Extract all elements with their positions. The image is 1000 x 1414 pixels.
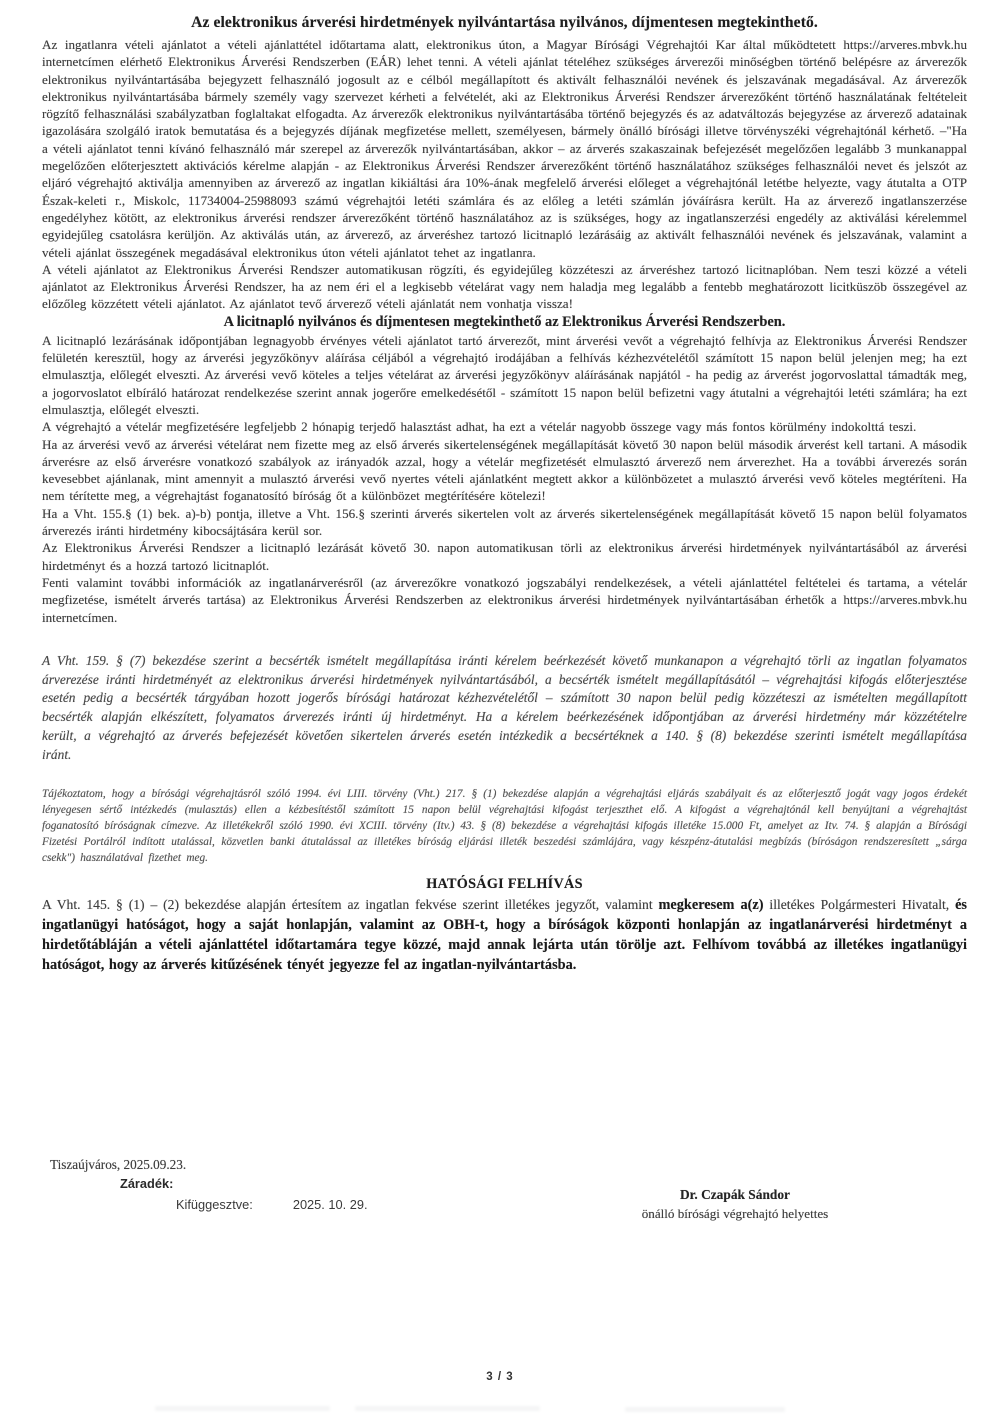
scan-artifact bbox=[355, 1406, 540, 1411]
paragraph-payment-deferral: A végrehajtó a vételár megfizetésére legfeljebb 2 hónapig terjedő halasztást adhat, ha ezt a vételár nagyobb összege vagy más fontos körülmény indokolttá teszi. bbox=[42, 419, 917, 435]
paragraph-vht-159: A Vht. 159. § (7) bekezdése szerint a becsérték ismételt megállapítása iránti kérelem beérkezését követő munkanapon a végrehajtó törli az ingatlan folyamatos árverezése iránti hirdetményét az elektronikus árverési hirdetmények nyilvántartásából, a becsérték ismételt megállapításától – végrehajtási kifogás előterjesztése esetén pedig a becsérték tárgyában hozott jogerős bírósági határozat kézhezvételétől – számított 30 napon belül pedig közzéteszi az ismételten megállapított becsérték alapján elkészített, folyamatos árverezés iránti új hirdetményt. Ha a kérelem beérkezésének időpontjában az árverési hirdetmény már közzétételre került, a végrehajtó az árverés befejezését követően sikertelen árverés esetén intézkedik a becsértéknek a 140. § (8) bekezdése szerinti ismételt megállapítása iránt. bbox=[42, 652, 967, 762]
authority-notice-bold-1: megkeresem a(z) bbox=[658, 896, 764, 913]
kifuggesztve-date: 2025. 10. 29. bbox=[292, 1197, 368, 1212]
authority-notice-regular-1: A Vht. 145. § (1) – (2) bekezdése alapján értesítem az ingatlan fekvése szerint illetékes jegyzőt, valamint bbox=[42, 896, 659, 912]
document-title bbox=[42, 14, 967, 32]
signer-title: önálló bírósági végrehajtó helyettes bbox=[641, 1206, 829, 1221]
paragraph-failed-auction: Ha a Vht. 155.§ (1) bek. a)-b) pontja, illetve a Vht. 156.§ szerinti árverés sikertelen volt az árverés sikertelenségének megállapítását követő 15 napon belül folyamatos árverezés iránti hirdetmény kibocsájtására kerül sor. bbox=[42, 505, 967, 539]
posting-row bbox=[176, 1197, 368, 1212]
paragraph-legal-remedy-notice: Tájékoztatom, hogy a bírósági végrehajtásról szóló 1994. évi LIII. törvény (Vht.) 217. § (1) bekezdése alapján a végrehajtási eljárás szabályait és az előterjesztő jogát vagy jogos érdekét lényegesen sértő intézkedés (mulasztás) ellen a kézbesítéstől számított 15 napon belül végrehajtási kifogást terjeszthet elő. A kifogást a végrehajtónál kell benyújtani a végrehajtást foganatosító bíróságnak címezve. Az illetékekről szóló 1990. évi XCIII. törvény (Itv.) 43. § (8) bekezdése a végrehajtási kifogás illetéke 15.000 Ft, amelyet az Itv. 74. § alapján a Bírósági Fizetési Portálról indított utalással, közvetlen banki átutalással az illetékes bíróság eljárási illeték beszedési számlájára, vagy készpénz-átutalási megbízás (bíróságon rendszeresített „sárga csekk") használatával fizethet meg. bbox=[42, 787, 967, 865]
authority-notice-regular-2: illetékes Polgármesteri Hivatalt, bbox=[763, 896, 956, 912]
page-number: 3 / 3 bbox=[486, 1371, 514, 1383]
paragraph-second-auction: Ha az árverési vevő az árverési vételárat nem fizette meg az első árverés sikertelenségének megállapítását követő 30 napon belül második árverést kell tartani. A második árverésre az első árverésre vonatkozó szabályok az irányadók azzal, hogy a vételár megfizetését elmulasztó árverező nem árverezhet. Ha a további árverezés során kevesebbet ajánlanak, mint amennyit a mulasztó árverési vevő nyertes vételi ajánlatként megtett akkor a különbözetet a mulasztó árverési vevő köteles megtéríteni. Ha nem térítette meg, a végrehajtást foganatosító bíróság őt a különbözet megtérítésére kötelezi! bbox=[42, 436, 967, 504]
paragraph-bid-registration: A vételi ajánlatot az Elektronikus Árverési Rendszer automatikusan rögzíti, és egyidejűleg közzéteszi az árveréshez tartozó licitnaplóban. Nem teszi közzé a vételi ajánlatot az Elektronikus Árverési Rendszer, ha az nem éri el a legkisebb vételárat vagy nem haladja meg legalább a fentebb meghatározott licitküszöb összegével az előzőleg közzétett vételi ajánlatot. Az ajánlatot tevő árverező vételi ajánlatát nem vonhatja vissza! bbox=[42, 261, 967, 312]
zaradek-label: Záradék: bbox=[120, 1176, 174, 1191]
paragraph-further-info: Fenti valamint további információk az ingatlanárverésről (az árverezőkre vonatkozó jogszabályi rendelkezések, a vételi ajánlattétel feltételei és tartama, a vételár megfizetése, ismételt árverés tartása) az Elektronikus Árverési Rendszerben az elektronikus árverési hirdetmények nyilvántartásában érhetők a https://arveres.mbvk.hu internetcímen. bbox=[42, 574, 967, 625]
kifuggesztve-label: Kifüggesztve: bbox=[176, 1197, 253, 1212]
scan-artifact bbox=[155, 1406, 330, 1411]
document-body bbox=[42, 14, 967, 975]
signer-name: Dr. Czapák Sándor bbox=[679, 1187, 790, 1202]
place-and-date: Tiszaújváros, 2025.09.23. bbox=[50, 1157, 187, 1172]
signature-block bbox=[585, 1187, 885, 1222]
heading-licitnaplo: A licitnapló nyilvános és díjmentesen megtekinthető az Elektronikus Árverési Rendszerben. bbox=[223, 313, 786, 330]
authority-notice-bold-2: és ingatlanügyi hatóságot, hogy a saját honlapján, valamint az OBH-t, hogy a bíróságok központi honlapján az ingatlanárverési hirdetményt a hirdetőtábláján a vételi ajánlattétel időtartamára tegye közzé, majd annak lejárta után törölje azt. Felhívom továbbá az illetékes ingatlanügyi hatóságot, hogy az árverés kitűzésének tényét jegyezze fel az ingatlan-nyilvántartásba. bbox=[42, 896, 967, 973]
paragraph-offer-submission: Az ingatlanra vételi ajánlatot a vételi ajánlattétel időtartama alatt, elektronikus úton, a Magyar Bírósági Végrehajtói Kar által működtetett https://arveres.mbvk.hu internetcímen elérhető Elektronikus Árverési Rendszerben (EÁR) lehet tenni. A vételi ajánlat tételéhez szükséges árverezői minőségben történő belépésre az árverezők elektronikus nyilvántartásába bejegyzett felhasználó jogosult az e célból megállapított és aktivált felhasználói nevének és jelszavának megadásával. Az árverezők elektronikus nyilvántartásába bármely személy vagy szervezet kérheti a felvételét, aki az Elektronikus Árverési Rendszer árverezőként történő használatának feltételeit rögzítő felhasználási szabályzatban foglaltakat elfogadta. Az árverezők elektronikus nyilvántartásába történő bejegyzés és az adatváltozás bejegyzése az árverező adatainak igazolására szolgáló iratok bemutatása és a bejegyzés díjának megfizetése mellett, személyesen, bármely önálló bírósági illetve törvényszéki végrehajtónál kérhető. –"Ha a vételi ajánlatot tenni kívánó felhasználó már szerepel az árverezők nyilvántartásában, akkor – az árverés szakaszainak befejezését megelőzően legalább 3 munkanappal megelőzően előterjesztett aktivációs kérelme alapján - az Elektronikus Árverési Rendszer árverezőként történő használatához szükséges felhasználói nevet és jelszót az eljáró végrehajtó aktiválja amennyiben az árverező az ingatlan kikiáltási ára 10%-ának megfelelő árverési előleget a végrehajtónál letétbe helyezte, vagy átutalta a OTP Észak-keleti r., Miskolc, 11734004-25988093 számú végrehajtói letéti számlára és az előleg a letéti számlán jóváírásra került. Ha az árverező ingatlanszerzése engedélyhez kötött, az elektronikus árverési rendszer árverezőként történő használatához az is szükséges, hogy az ingatlanszerzési engedély az aktiválási kérelemmel egyidejűleg csatolásra kerüljön. Az aktiválás után, az árverező, az árveréshez tartozó licitnapló lezárásáig az aktivált felhasználói nevének és jelszavának, valamint a vételi ajánlat összegének megadásával elektronikus úton vételi ajánlatot tehet az ingatlanra. bbox=[42, 37, 967, 260]
scan-artifact bbox=[625, 1407, 785, 1412]
paragraph-authority-notice bbox=[42, 895, 967, 975]
paragraph-winning-bidder: A licitnapló lezárásának időpontjában legnagyobb érvényes vételi ajánlatot tartó árverezőt, mint árverési vevőt a végrehajtó felhívja az Elektronikus Árverési Rendszer felületén keresztül, hogy az árverési jegyzőkönyv aláírása céljából a végrehajtó irodájában a felhívás kézhezvételétől számított 15 napon belül jelenjen meg; ha ezt elmulasztja, előlegét elveszti. Az árverési vevő köteles a teljes vételárat az árverési jegyzőkönyv aláírásának napjától - ha pedig az árverést jogorvoslattal támadták meg, a jogorvoslatot elbíráló határozat rendelkezése szerint annak jogerőre emelkedésétől - számított 15 napon belül befizetni vagy átutalni a végrehajtói letéti számlára; ha ezt elmulasztja, előlegét elveszti. bbox=[42, 332, 967, 417]
document-title-text: Az elektronikus árverési hirdetmények nyilvántartása nyilvános, díjmentesen megtekinthető. bbox=[191, 14, 818, 31]
heading-hatosagi-felhivas: HATÓSÁGI FELHÍVÁS bbox=[426, 875, 583, 892]
paragraph-auto-deletion: Az Elektronikus Árverési Rendszer a licitnapló lezárását követő 30. napon automatikusan törli az elektronikus árverési hirdetmények nyilvántartásából az árverési hirdetményt és a hozzá tartozó licitnaplót. bbox=[42, 540, 967, 573]
